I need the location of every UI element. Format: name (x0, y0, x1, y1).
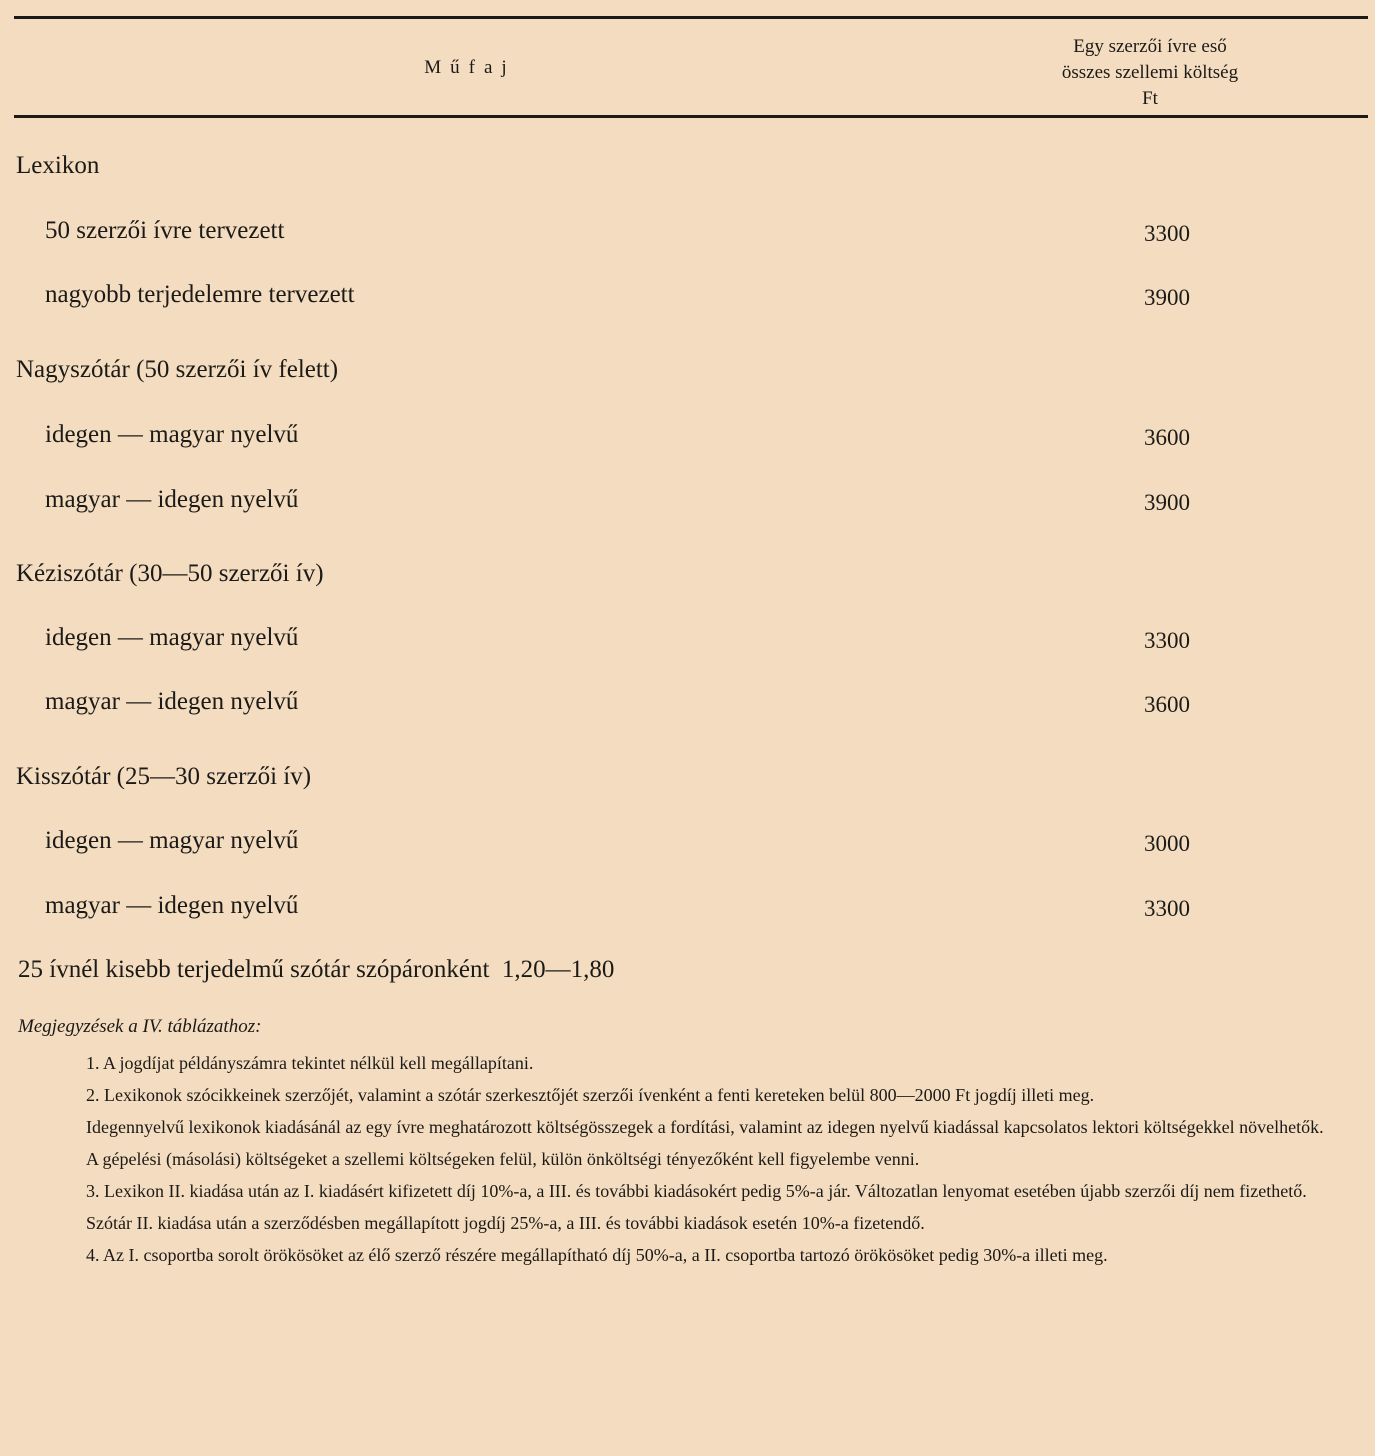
table-header-rule (14, 115, 1368, 118)
table-row (0, 892, 1375, 932)
row-value: 3000 (1144, 831, 1190, 856)
table-row (0, 217, 1375, 257)
cost-header-line-1: Egy szerzői ívre eső (1073, 36, 1227, 57)
row-value: 3900 (1144, 490, 1190, 515)
table-row (0, 827, 1375, 867)
table-row (0, 624, 1375, 664)
note-paragraph: 1. A jogdíjat példányszámra tekintet nélkül kell megállapítani. (86, 1053, 534, 1073)
table-row (0, 152, 1375, 192)
row-label: magyar — idegen nyelvű (45, 892, 299, 919)
row-label: nagyobb terjedelemre tervezett (45, 281, 355, 308)
row-label: magyar — idegen nyelvű (45, 486, 299, 513)
table-row (0, 560, 1375, 600)
row-label: 50 szerzői ívre tervezett (45, 217, 285, 244)
row-value: 3300 (1144, 628, 1190, 653)
row-label: Lexikon (16, 152, 100, 179)
cost-column-header (1000, 34, 1300, 112)
row-label: magyar — idegen nyelvű (45, 688, 299, 715)
row-value: 3900 (1144, 285, 1190, 310)
row-label: Kisszótár (25—30 szerzői ív) (16, 763, 312, 790)
table-row (0, 486, 1375, 526)
row-value: 3600 (1144, 425, 1190, 450)
row-label: idegen — magyar nyelvű (45, 827, 299, 854)
table-top-rule (14, 16, 1368, 19)
cost-header-unit: Ft (1142, 88, 1158, 109)
table-row (0, 763, 1375, 803)
row-label: Kéziszótár (30—50 szerzői ív) (16, 560, 324, 587)
table-row (0, 356, 1375, 396)
row-label: idegen — magyar nyelvű (45, 624, 299, 651)
table-row (0, 421, 1375, 461)
table-row (0, 688, 1375, 728)
row-value: 3300 (1144, 221, 1190, 246)
row-label: 25 ívnél kisebb terjedelmű szótár szópáronként 1,20—1,80 (18, 956, 615, 983)
note-paragraph: 4. Az I. csoportba sorolt örökösöket az élő szerző részére megállapítható díj 50%-a, a II. csoportba tartozó örökösöket pedig 30%-a illeti meg. (86, 1245, 1108, 1265)
notes-heading: Megjegyzések a IV. táblázathoz: (18, 1016, 262, 1037)
row-label: idegen — magyar nyelvű (45, 421, 299, 448)
notes-section (18, 1016, 1340, 1276)
note-paragraph: Szótár II. kiadása után a szerződésben megállapított jogdíj 25%-a, a III. és további kiadások esetén 10%-a fizetendő. (86, 1213, 925, 1233)
row-label: Nagyszótár (50 szerzői ív felett) (16, 356, 339, 383)
note-paragraph: 2. Lexikonok szócikkeinek szerzőjét, valamint a szótár szerkesztőjét szerzői ívenként a fenti kereteken belül 800—2000 Ft jogdíj illeti meg. (86, 1085, 1095, 1105)
table-row (0, 956, 1375, 996)
row-value: 3300 (1144, 896, 1190, 921)
row-value: 3600 (1144, 692, 1190, 717)
note-paragraph: 3. Lexikon II. kiadása után az I. kiadásért kifizetett díj 10%-a, a III. és további kiadásokért pedig 5%-a jár. Változatlan lenyomat esetében újabb szerzői díj nem fizethető. (86, 1181, 1307, 1201)
cost-header-line-2: összes szellemi költség (1061, 62, 1239, 83)
table-row (0, 281, 1375, 321)
note-paragraph: Idegennyelvű lexikonok kiadásánál az egy ívre meghatározott költségösszegek a fordítási, valamint az idegen nyelvű kiadással kapcsolatos lektori költségekkel növelhetők. (86, 1117, 1324, 1137)
note-paragraph: A gépelési (másolási) költségeket a szellemi költségeken felül, külön önköltségi tényezőként kell figyelembe venni. (86, 1149, 920, 1169)
genre-column-header: Műfaj (424, 57, 516, 78)
